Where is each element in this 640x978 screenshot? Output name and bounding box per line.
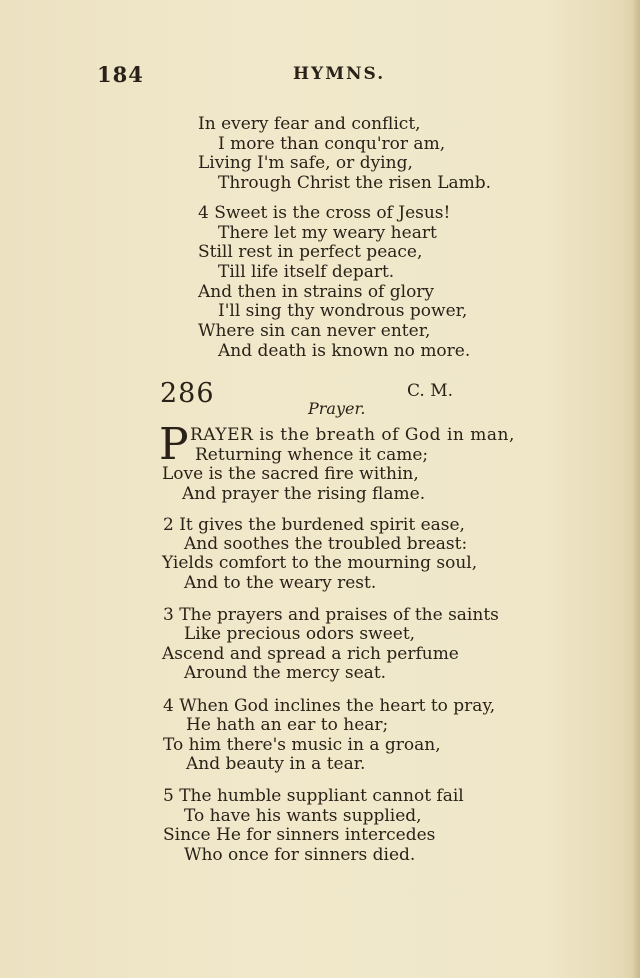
- hymn-title: Prayer.: [308, 399, 366, 418]
- verse-line: RAYER is the breath of God in man,: [190, 425, 515, 445]
- verse-line: Love is the sacred fire within,: [162, 464, 419, 484]
- verse-line: Living I'm safe, or dying,: [198, 153, 413, 173]
- verse-line: I more than conqu'ror am,: [218, 134, 446, 154]
- hymn-meter: C. M.: [407, 381, 454, 401]
- page-number: 184: [97, 62, 144, 87]
- verse-line: Ascend and spread a rich perfume: [162, 644, 459, 664]
- verse-line: And soothes the troubled breast:: [184, 534, 468, 554]
- running-header: [97, 62, 497, 88]
- verse-line: Till life itself depart.: [218, 262, 395, 282]
- verse-line: 4 When God inclines the heart to pray,: [163, 696, 496, 716]
- verse-line: Still rest in perfect peace,: [198, 242, 423, 262]
- verse-line: Around the mercy seat.: [184, 663, 387, 683]
- verse-line: To have his wants supplied,: [184, 806, 422, 826]
- verse-line: And beauty in a tear.: [186, 754, 366, 774]
- verse-line: 3 The prayers and praises of the saints: [163, 605, 499, 625]
- verse-line: Like precious odors sweet,: [184, 624, 416, 644]
- page-edge: [634, 0, 640, 978]
- verse-line: 2 It gives the burdened spirit ease,: [163, 515, 465, 535]
- verse-line: In every fear and conflict,: [198, 114, 421, 134]
- verse-line: And prayer the rising flame.: [182, 484, 426, 504]
- verse-line: Through Christ the risen Lamb.: [218, 173, 492, 193]
- verse-line: And then in strains of glory: [198, 282, 435, 302]
- verse-line: Returning whence it came;: [195, 445, 429, 465]
- verse-line: Who once for sinners died.: [184, 845, 416, 865]
- verse-line: To him there's music in a groan,: [163, 735, 441, 755]
- verse-line: I'll sing thy wondrous power,: [218, 301, 468, 321]
- verse-line: 5 The humble suppliant cannot fail: [163, 786, 464, 806]
- verse-line: Where sin can never enter,: [198, 321, 431, 341]
- hymn-number: 286: [160, 378, 215, 409]
- verse-line: 4 Sweet is the cross of Jesus!: [198, 203, 451, 223]
- verse-line: There let my weary heart: [218, 223, 437, 243]
- verse-line: He hath an ear to hear;: [186, 715, 389, 735]
- verse-line: And death is known no more.: [218, 341, 471, 361]
- drop-cap: P: [159, 419, 189, 470]
- verse-line: And to the weary rest.: [184, 573, 377, 593]
- running-title: HYMNS.: [293, 64, 386, 84]
- verse-line: Since He for sinners intercedes: [163, 825, 436, 845]
- verse-line: Yields comfort to the mourning soul,: [162, 553, 478, 573]
